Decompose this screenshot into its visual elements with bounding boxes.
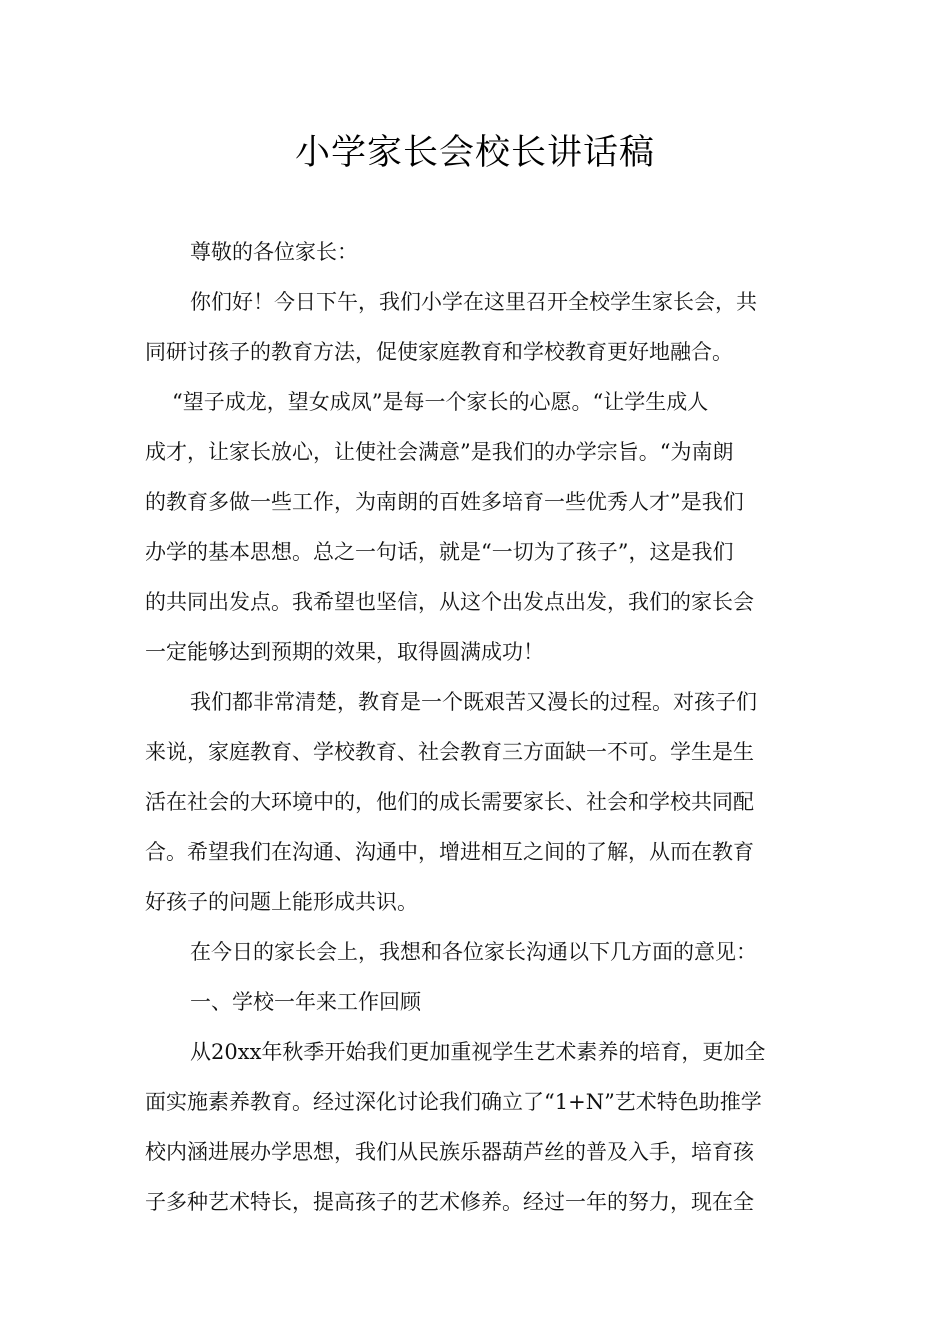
paragraph-line: 一定能够达到预期的效果，取得圆满成功！ [145,640,544,664]
paragraph-line: 你们好！今日下午，我们小学在这里召开全校学生家长会，共 [190,290,757,314]
paragraph-line: 在今日的家长会上，我想和各位家长沟通以下几方面的意见： [190,940,757,964]
paragraph-line: “望子成龙，望女成凤”是每一个家长的心愿。“让学生成人 [172,390,709,414]
paragraph-line: 同研讨孩子的教育方法，促使家庭教育和学校教育更好地融合。 [145,340,733,364]
paragraph-line: 子多种艺术特长，提高孩子的艺术修养。经过一年的努力，现在全 [145,1190,754,1214]
section-heading: 一、学校一年来工作回顾 [190,990,421,1014]
paragraph-line: 从20xx年秋季开始我们更加重视学生艺术素养的培育，更加全 [190,1040,766,1064]
paragraph-line: 我们都非常清楚，教育是一个既艰苦又漫长的过程。对孩子们 [190,690,757,714]
paragraph-line: 成才，让家长放心，让使社会满意”是我们的办学宗旨。“为南朗 [145,440,734,464]
paragraph-line: 办学的基本思想。总之一句话，就是“一切为了孩子”，这是我们 [145,540,734,564]
paragraph-line: 校内涵进展办学思想，我们从民族乐器葫芦丝的普及入手，培育孩 [145,1140,754,1164]
paragraph-line: 来说，家庭教育、学校教育、社会教育三方面缺一不可。学生是生 [145,740,754,764]
paragraph-line: 的教育多做一些工作，为南朗的百姓多培育一些优秀人才”是我们 [145,490,744,514]
paragraph-line: 好孩子的问题上能形成共识。 [145,890,418,914]
document-title: 小学家长会校长讲话稿 [294,133,655,173]
paragraph-line: 面实施素养教育。经过深化讨论我们确立了“1+N”艺术特色助推学 [145,1090,762,1114]
salutation-line: 尊敬的各位家长： [190,240,358,264]
paragraph-line: 活在社会的大环境中的，他们的成长需要家长、社会和学校共同配 [145,790,754,814]
paragraph-line: 的共同出发点。我希望也坚信，从这个出发点出发，我们的家长会 [145,590,754,614]
paragraph-line: 合。希望我们在沟通、沟通中，增进相互之间的了解，从而在教育 [145,840,754,864]
